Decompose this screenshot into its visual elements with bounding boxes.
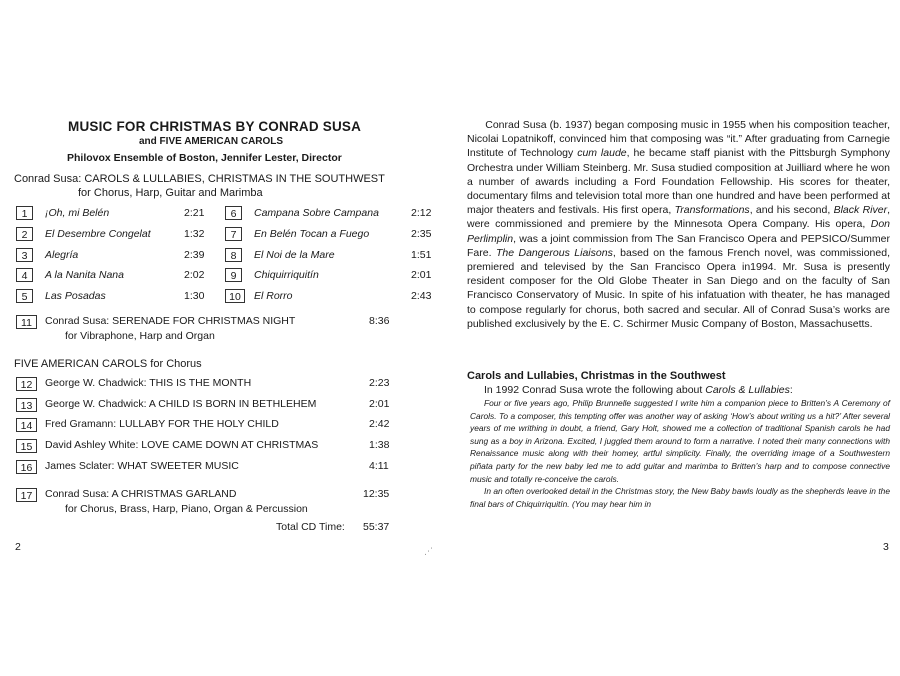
track-time: 2:21 bbox=[184, 207, 205, 219]
track-title: George W. Chadwick: A CHILD IS BORN IN BETHLEHEM bbox=[45, 398, 317, 410]
track-number: 8 bbox=[225, 248, 242, 262]
album-title: MUSIC FOR CHRISTMAS BY CONRAD SUSA bbox=[68, 119, 362, 134]
track-time: 2:42 bbox=[369, 418, 390, 430]
quote-intro: In 1992 Conrad Susa wrote the following about Carols & Lullabies: bbox=[484, 384, 793, 396]
carols-heading: FIVE AMERICAN CAROLS for Chorus bbox=[14, 358, 202, 370]
track-title: David Ashley White: LOVE CAME DOWN AT CHRISTMAS bbox=[45, 439, 319, 451]
work1-title: Conrad Susa: CAROLS & LULLABIES, CHRISTMAS IN THE SOUTHWEST bbox=[14, 173, 385, 185]
track-time: 2:35 bbox=[411, 228, 432, 240]
total-time-label: Total CD Time: bbox=[276, 521, 345, 533]
track-title: Fred Gramann: LULLABY FOR THE HOLY CHILD bbox=[45, 418, 279, 430]
track-time: 2:12 bbox=[411, 207, 432, 219]
track-forces: for Vibraphone, Harp and Organ bbox=[65, 330, 215, 342]
ensemble-credit: Philovox Ensemble of Boston, Jennifer Lester, Director bbox=[67, 152, 342, 164]
track-title: George W. Chadwick: THIS IS THE MONTH bbox=[45, 377, 252, 389]
page-number: 3 bbox=[883, 541, 889, 553]
track-title: El Desembre Congelat bbox=[45, 228, 151, 240]
track-time: 2:43 bbox=[411, 290, 432, 302]
track-number: 13 bbox=[16, 398, 37, 412]
track-time: 12:35 bbox=[363, 488, 390, 500]
track-number: 6 bbox=[225, 206, 242, 220]
right-page bbox=[450, 0, 900, 676]
track-number: 7 bbox=[225, 227, 242, 241]
work1-forces: for Chorus, Harp, Guitar and Marimba bbox=[78, 187, 263, 199]
track-title: El Rorro bbox=[254, 290, 293, 302]
track-number: 17 bbox=[16, 488, 37, 502]
track-title: Alegría bbox=[45, 249, 79, 261]
quote-paragraph: In an often overlooked detail in the Christmas story, the New Baby bawls loudly as the shepherds leave in the final bars of Chiquirriquitín. (You may hear him in bbox=[470, 486, 890, 509]
page-number: 2 bbox=[15, 541, 21, 553]
track-number: 5 bbox=[16, 289, 33, 303]
quote-paragraph: Four or five years ago, Philip Brunnelle suggested I write him a companion piece to Britten’s A Ceremony of Carols. To a composer, this tempting offer was another way of asking ‘How’s about writing us a hit?’ After several years of me writhing in doubt, a friend, Gary Holt, showed me a collection of traditional Spanish carols he had sung as a boy in Arizona. Excited, I juggled them around to form a narrative. I noted their many connections with Renaissance music along with their homey, artful simplicity. Finally, the overriding image of a Southwestern piñata party for the new baby led me to add guitar and marimba to Britten’s harp and to compose connective music and totally re-conceive the carols. bbox=[470, 398, 890, 484]
track-number: 9 bbox=[225, 268, 242, 282]
track-number: 3 bbox=[16, 248, 33, 262]
track-title: Conrad Susa: SERENADE FOR CHRISTMAS NIGHT bbox=[45, 315, 296, 327]
track-title: Las Posadas bbox=[45, 290, 106, 302]
track-title: ¡Oh, mi Belén bbox=[45, 207, 110, 219]
track-title: En Belén Tocan a Fuego bbox=[254, 228, 370, 240]
track-number: 10 bbox=[225, 289, 245, 303]
track-number: 4 bbox=[16, 268, 33, 282]
track-time: 1:32 bbox=[184, 228, 205, 240]
section-heading: Carols and Lullabies, Christmas in the Southwest bbox=[467, 370, 726, 382]
track-time: 8:36 bbox=[369, 315, 390, 327]
track-time: 1:30 bbox=[184, 290, 205, 302]
track-number: 16 bbox=[16, 460, 37, 474]
track-number: 1 bbox=[16, 206, 33, 220]
album-subtitle: and FIVE AMERICAN CAROLS bbox=[139, 136, 284, 147]
track-number: 2 bbox=[16, 227, 33, 241]
track-title: El Noi de la Mare bbox=[254, 249, 335, 261]
track-time: 2:39 bbox=[184, 249, 205, 261]
track-time: 1:38 bbox=[369, 439, 390, 451]
track-number: 15 bbox=[16, 439, 37, 453]
track-time: 4:11 bbox=[369, 460, 389, 472]
track-number: 11 bbox=[16, 315, 37, 329]
track-forces: for Chorus, Brass, Harp, Piano, Organ & Percussion bbox=[65, 503, 308, 515]
composer-biography: Conrad Susa (b. 1937) began composing music in 1955 when his composition teacher, Nicolai Lopatnikoff, convinced him that composing was “it.” After graduating from Carnegie Institute of Technology cum laude, he became staff pianist with the Pittsburgh Symphony Orchestra under William Steinberg. Mr. Susa studied composition at Juilliard where he won a number of awards including a Ford Foundation Fellowship. His scores for theater, documentary films and television total more than one hundred and have been performed at major theaters and festivals. His first opera, Transformations, and his second, Black River, were commissioned and premiere by the Minnesota Opera Company. His opera, Don Perlimplin, was a joint commission from The San Francisco Opera and PEPSICO/Summer Fare. The Dangerous Liaisons, based on the famous French novel, was commissioned, premiered and televised by the San Francisco Opera in1994. Mr. Susa is presently resident composer for the Old Globe Theater in San Diego and on the faculty of San Francisco Conservatory of Music. In spite of his infatuation with theater, he has managed to compose regularly for chorus, both sacred and secular. All of Conrad Susa’s works are published exclusively by the E. C. Schirmer Music Company of Boston, Massachusetts. bbox=[467, 119, 890, 330]
track-number: 14 bbox=[16, 418, 37, 432]
total-time-value: 55:37 bbox=[363, 521, 390, 533]
track-title: A la Nanita Nana bbox=[45, 269, 124, 281]
track-time: 2:23 bbox=[369, 377, 390, 389]
gutter-mark: ⋰ bbox=[424, 546, 433, 556]
track-title: James Sclater: WHAT SWEETER MUSIC bbox=[45, 460, 239, 472]
composer-quote bbox=[470, 397, 890, 510]
track-title: Campana Sobre Campana bbox=[254, 207, 379, 219]
track-time: 2:01 bbox=[369, 398, 390, 410]
track-time: 1:51 bbox=[411, 249, 432, 261]
track-number: 12 bbox=[16, 377, 37, 391]
track-title: Chiquirriquitín bbox=[254, 269, 319, 281]
track-time: 2:02 bbox=[184, 269, 205, 281]
track-title: Conrad Susa: A CHRISTMAS GARLAND bbox=[45, 488, 237, 500]
track-time: 2:01 bbox=[411, 269, 432, 281]
